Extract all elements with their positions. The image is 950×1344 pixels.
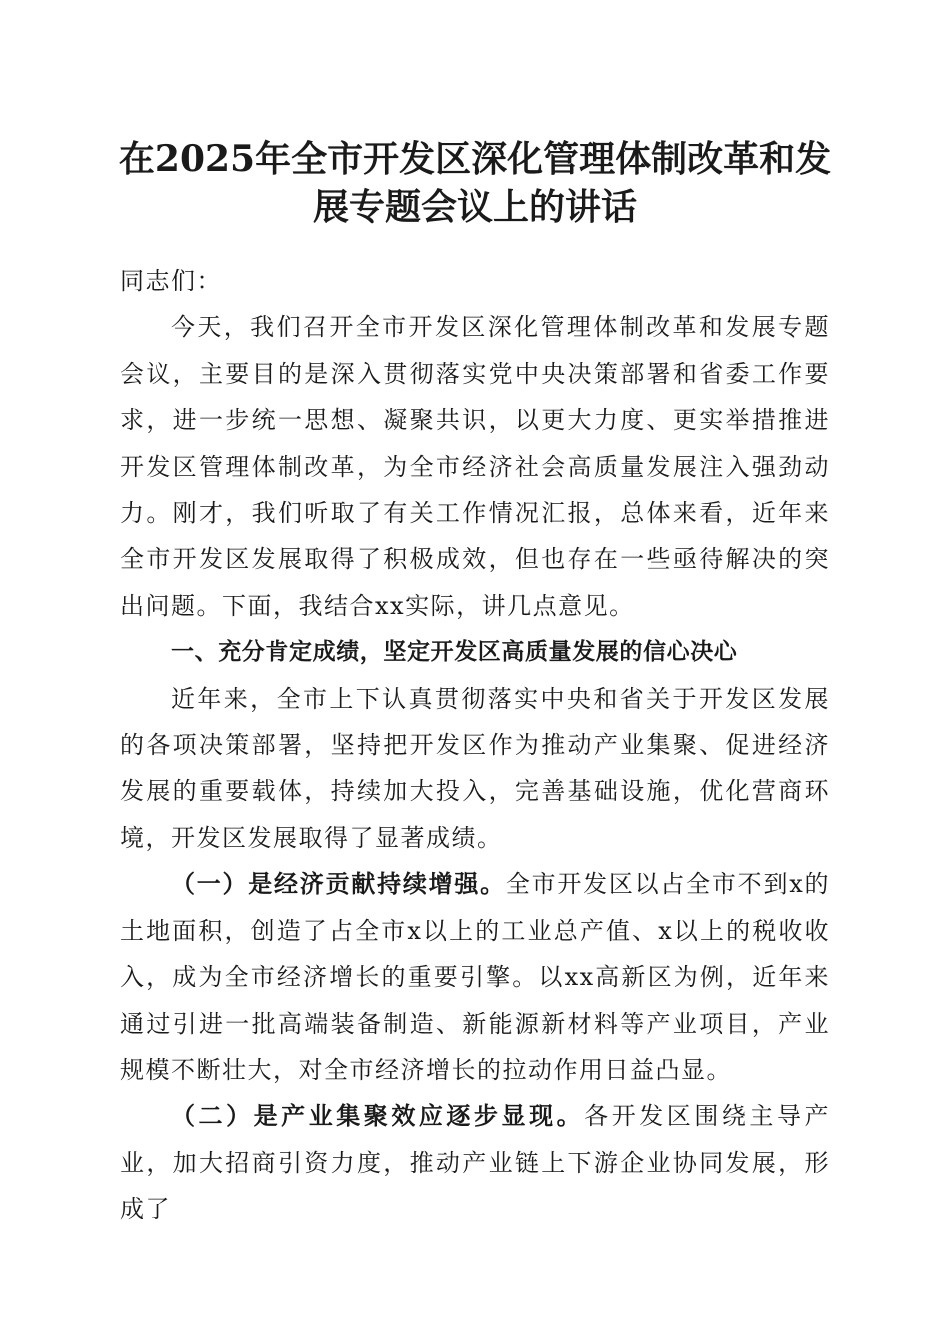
intro-paragraph: 今天，我们召开全市开发区深化管理体制改革和发展专题会议，主要目的是深入贯彻落实党中央决策部署和省委工作要求，进一步统一思想、凝聚共识，以更大力度、更实举措推进开发区管理体制改革，为全市经济社会高质量发展注入强劲动力。刚才，我们听取了有关工作情况汇报，总体来看，近年来全市开发区发展取得了积极成效，但也存在一些亟待解决的突出问题。下面，我结合xx实际，讲几点意见。 [120,313,830,620]
point-1-heading: （一）是经济贡献持续增强。 [171,869,506,899]
salutation: 同志们： [120,267,222,295]
point-2-heading: （二）是产业集聚效应逐步显现。 [171,1101,585,1131]
point-1-body: 全市开发区以占全市不到x的土地面积，创造了占全市x以上的工业总产值、x以上的税收收入，成为全市经济增长的重要引擎。以xx高新区为例，近年来通过引进一批高端装备制造、新能源新材料等产业项目，产业规模不断壮大，对全市经济增长的拉动作用日益凸显。 [120,870,830,1084]
document-title [100,135,850,231]
title-line-2: 展专题会议上的讲话 [312,186,637,228]
point-1-paragraph [120,861,830,1093]
document-body [120,258,830,1233]
section-1-heading: 一、充分肯定成绩，坚定开发区高质量发展的信心决心 [171,639,738,666]
section-1-paragraph: 近年来，全市上下认真贯彻落实中央和省关于开发区发展的各项决策部署，坚持把开发区作为推动产业集聚、促进经济发展的重要载体，持续加大投入，完善基础设施，优化营商环境，开发区发展取得了显著成绩。 [120,684,830,852]
point-2-paragraph [120,1093,830,1232]
point-2-body: 各开发区围绕主导产业，加大招商引资力度，推动产业链上下游企业协同发展，形成了 [120,1102,831,1224]
title-line-1: 在2025年全市开发区深化管理体制改革和发 [118,138,832,180]
